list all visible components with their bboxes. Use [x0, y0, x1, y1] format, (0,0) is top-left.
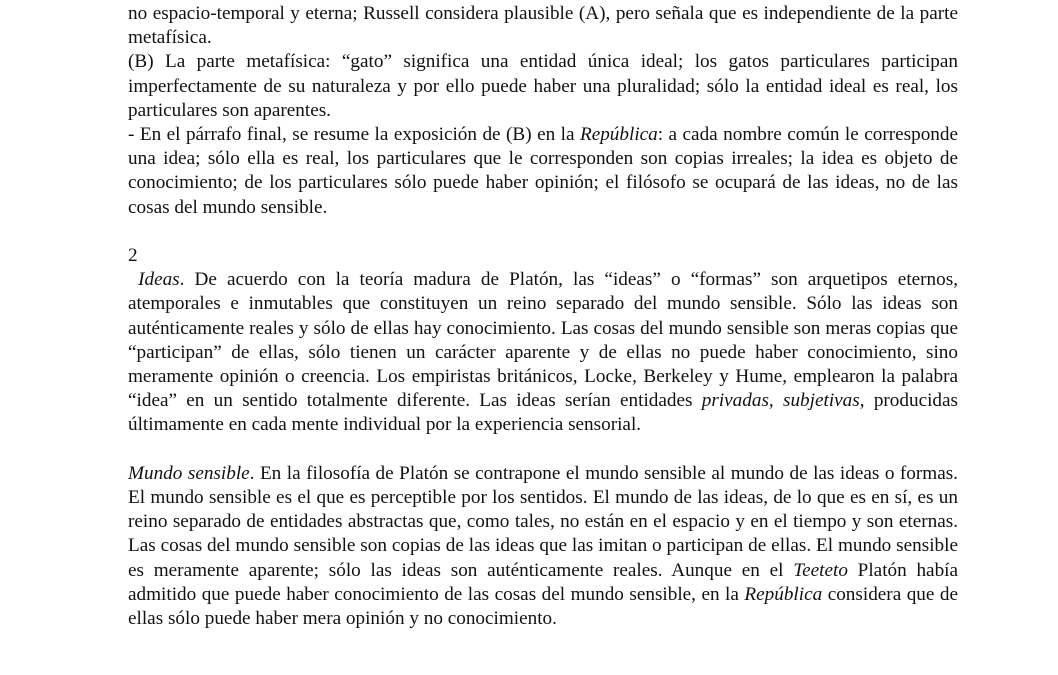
paragraph-part-b	[128, 50, 958, 123]
text-segment: : a cada nombre común le corresponde una idea; sólo ella es real, los particulares que le corresponden son copias irreales; la idea es objeto de conocimiento; de los particulares sólo puede haber opinión; el filósofo se ocupará de las ideas, no de las cosas del mundo sensible.	[128, 124, 958, 218]
text-segment: - En el párrafo final, se resume la exposición de (B) en la	[128, 124, 580, 146]
text-segment: . De acuerdo con la teoría madura de Platón, las “ideas” o “formas” son arquetipos eternos, atemporales e inmutables que constituyen un reino separado del mundo sensible. Sólo las ideas son auténticamente reales y sólo de ellas hay conocimiento. Las cosas del mundo sensible son meras copias que “participan” de ellas, sólo tienen un carácter aparente y de ellas no puede haber conocimiento, sino meramente opinión o creencia. Los empiristas británicos, Locke, Berkeley y Hume, emplearon la palabra “idea” en un sentido totalmente diferente. Las ideas serían entidades	[128, 269, 959, 412]
paragraph-mundo-sensible	[128, 462, 958, 631]
term-ideas: Ideas	[138, 269, 180, 291]
term-mundo-sensible: Mundo sensible	[128, 462, 250, 484]
text-line: (B) La parte metafísica: “gato” significa una entidad única ideal; los gatos particulares participan imperfectamente de su naturaleza y por ello puede haber una pluralidad; sólo la entidad ideal es real, los particulares son aparentes.	[128, 51, 958, 121]
text-segment: considera que de ellas sólo puede haber mera opinión y no conocimiento.	[128, 583, 958, 630]
italic-title-republica: República	[579, 124, 658, 146]
italic-republica: República	[744, 583, 823, 605]
paragraph-russell-end	[128, 2, 958, 50]
section-number	[128, 244, 958, 268]
text-segment: ,	[768, 390, 783, 412]
text-line: no espacio-temporal y eterna; Russell considera plausible (A), pero señala que es independiente de la parte metafísica.	[128, 3, 958, 49]
document-page	[128, 0, 958, 629]
blank-line	[128, 220, 958, 244]
italic-privadas: privadas	[701, 390, 769, 412]
paragraph-ideas	[128, 268, 958, 437]
section-number-text: 2	[128, 245, 138, 267]
paragraph-final-summary	[128, 123, 958, 220]
blank-line	[128, 438, 958, 462]
document-content	[128, 2, 958, 631]
text-segment: . En la filosofía de Platón se contrapone el mundo sensible al mundo de las ideas o formas. El mundo sensible es el que es perceptible por los sentidos. El mundo de las ideas, de lo que es en sí, es un reino separado de entidades abstractas que, como tales, no están en el espacio y en el tiempo y son eternas. Las cosas del mundo sensible son copias de las ideas que las imitan o participan de ellas. El mundo sensible es meramente aparente; sólo las ideas son auténticamente reales. Aunque en el	[128, 462, 958, 581]
italic-teeteto: Teeteto	[793, 559, 848, 581]
italic-subjetivas: subjetivas	[783, 390, 860, 412]
text-segment: Platón había admitido que puede haber conocimiento de las cosas del mundo sensible, en la	[128, 559, 959, 605]
text-segment: , producidas últimamente en cada mente individual por la experiencia sensorial.	[128, 390, 959, 436]
